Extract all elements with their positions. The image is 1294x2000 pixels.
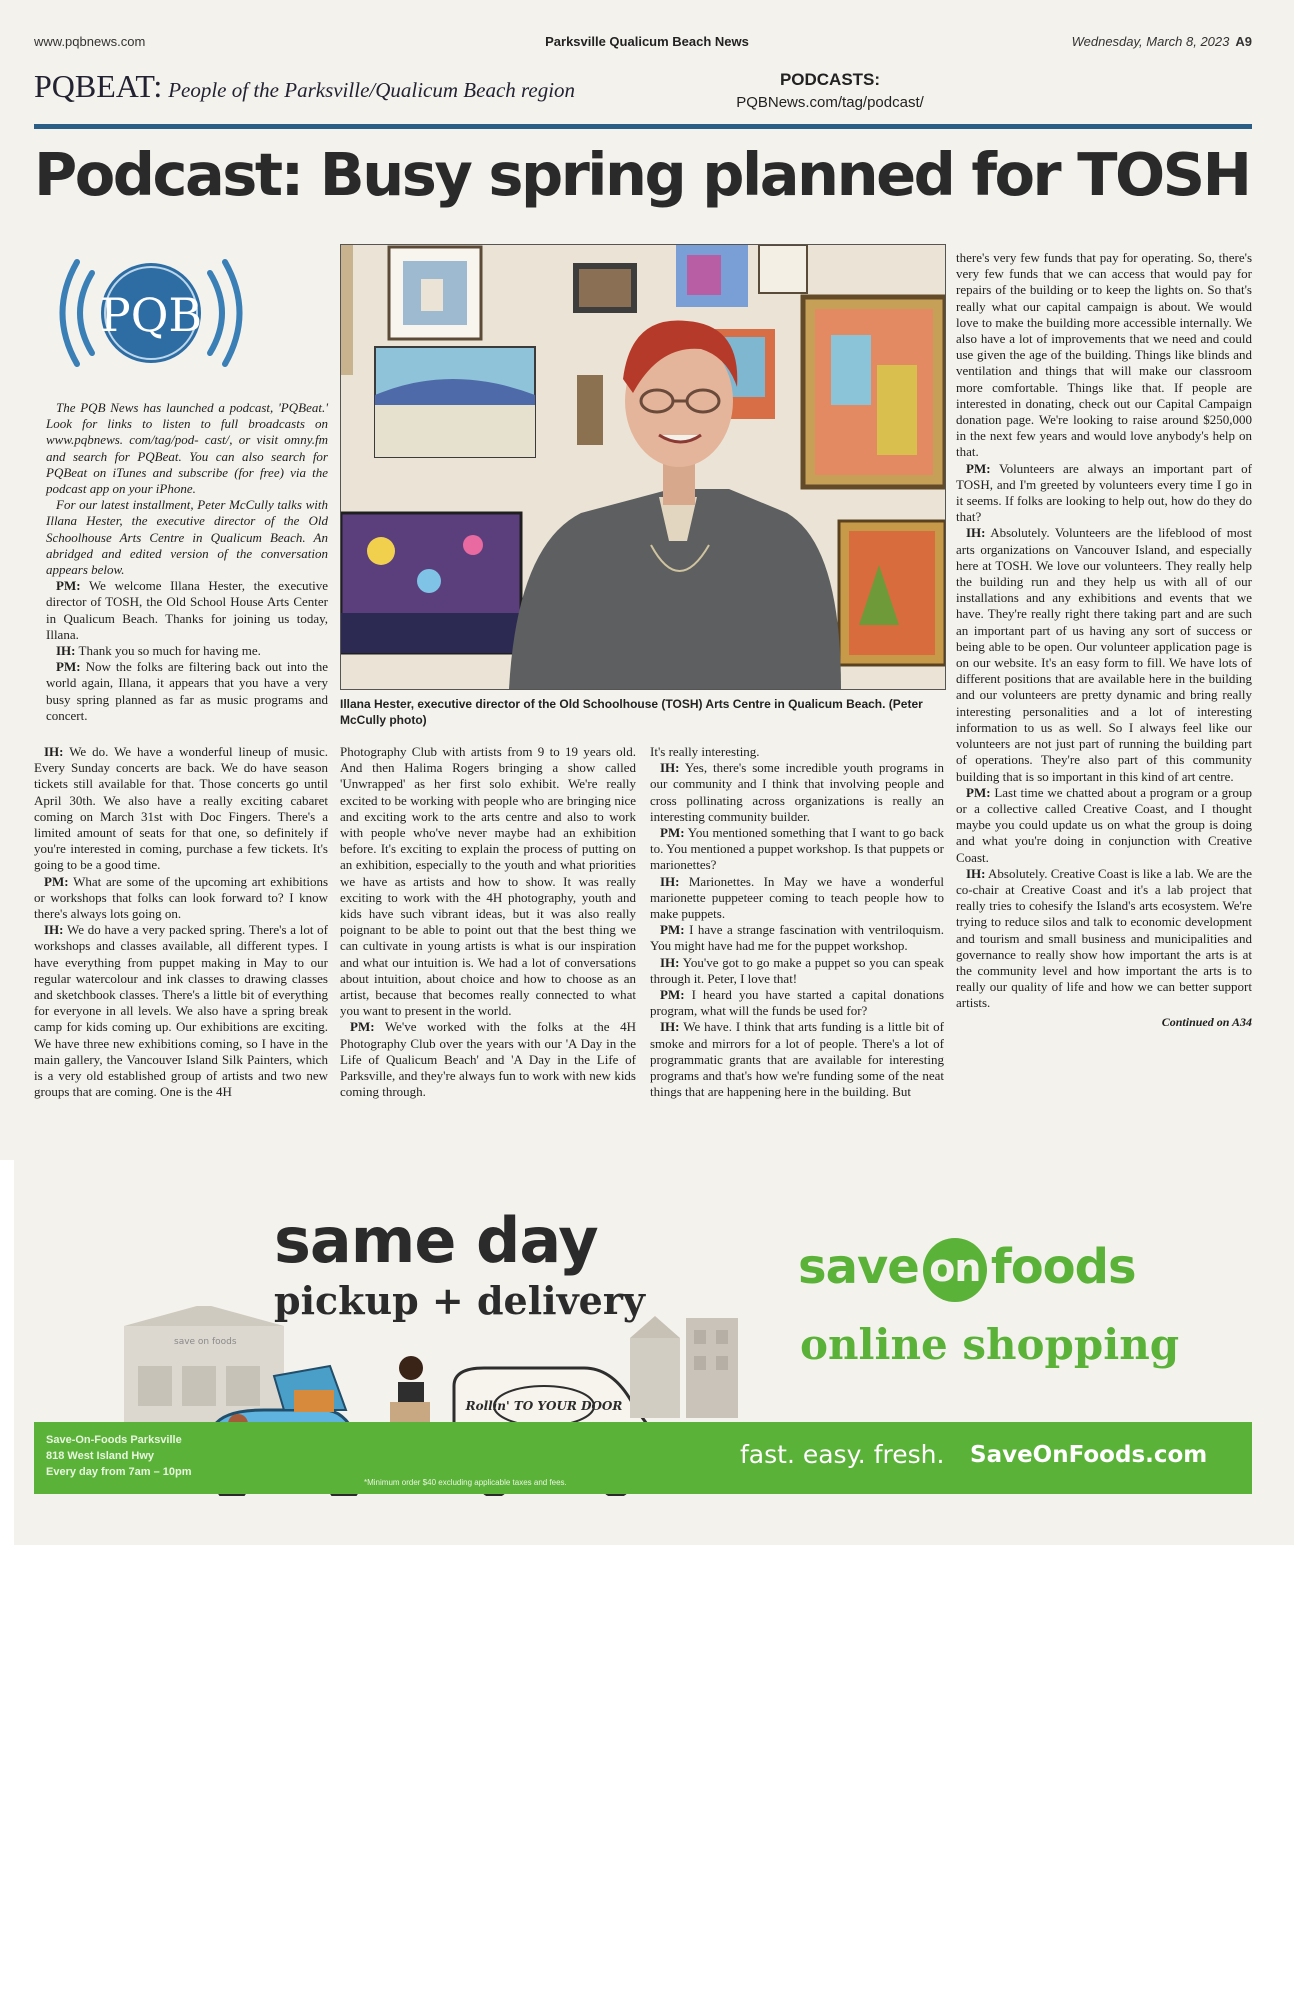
qa-paragraph [340,1019,636,1100]
paragraph-text: We've worked with the folks at the 4H Photography Club over the years with our 'A Day in the Life of Qualicum Beach' and 'A Day in the Life of Parksville, and they're always fun to work with new kids coming through. [340,1019,637,1100]
section-rule [34,124,1252,129]
qa-paragraph [650,955,944,987]
paragraph-text: We do. We have a wonderful lineup of music. Every Sunday concerts are back. We do have season tickets still available for that. Those concerts go until April 30th. We also have a really exciting cabaret coming on March 31st with Doc Fingers. There's a limited amount of seats for that one, so definitely if you're interested in coming, purchase a few tickets. It's going to be a good time. [34,744,328,873]
header-date: Wednesday, March 8, 2023 [1071,34,1230,49]
article-column-1-bottom [34,744,328,1100]
ad-title: same day [274,1204,598,1277]
section-tagline: People of the Parksville/Qualicum Beach region [168,78,576,102]
speaker-label: PM: [56,659,81,675]
qa-paragraph [46,643,328,659]
qa-paragraph [650,825,944,874]
save-on-foods-ad [34,1196,1252,1508]
paragraph-text: I have a strange fascination with ventriloquism. You might have had me for the puppet workshop. [650,922,945,954]
qa-paragraph [956,785,1252,866]
speaker-label: PM: [350,1019,375,1035]
qa-paragraph [650,744,944,760]
qa-paragraph [340,744,636,1019]
paragraph-text: We welcome Illana Hester, the executive director of TOSH, the Old School House Arts Center in Qualicum Beach. Thanks for joining us today, Illana. [46,578,329,642]
paragraph-text: Now the folks are filtering back out into the world again, Illana, it appears that you have a very busy spring planned as far as music programs and concert. [46,659,328,723]
speaker-label: IH: [660,873,680,889]
article-column-3 [650,744,944,1100]
paragraph-text: What are some of the upcoming art exhibitions or workshops that folks can look forward to? I know there's always lots going on. [34,873,329,922]
speaker-label: IH: [660,1019,680,1035]
qa-paragraph [956,525,1252,784]
podcasts-url: PQBNews.com/tag/podcast/ [736,94,924,111]
qa-paragraph [46,578,328,643]
logo-text: PQB [99,288,203,342]
speaker-label: IH: [660,954,680,970]
podcasts-box [680,70,980,111]
intro-paragraph: The PQB News has launched a podcast, 'PQBeat.' Look for links to listen to full broadcasts on www.pqbnews. com/tag/pod- cast/, or visit omny.fm and search for PQBeat. You can also search for PQBeat on iTunes and subscribe (for free) via the podcast app on your iPhone. [46,400,328,497]
qa-paragraph [34,744,328,874]
section-name: PQBEAT: [34,68,163,104]
speaker-label: PM: [966,460,991,476]
paragraph-text: Volunteers are always an important part of TOSH, and I'm greeted by volunteers every time I go in it seems. If folks are looking to help out, how do they do that? [956,460,1252,525]
paragraph-text: Photography Club with artists from 9 to 19 years old. And then Halima Rogers bringing a show called 'Unwrapped' as her first solo exhibit. We're really excited to be working with people who are bringing nice and exciting work to the arts centre and also to work with people who've never maybe had an exhibition before. It's exciting to explain the process of putting on an exhibition, especially to the youth and what priorities we have as artists and how to show. It was really exciting to work with the 4H photography, youth and kids have such vibrant ideas, but it was also really poignant to be able to point out that the best thing we can cultivate in young artists is what is our inspiration and what our intuition is. We had a lot of conversations about intuition, about choice and how to choose as an artist, because that becomes really connected to what you want to present in the world. [340,744,636,1019]
qa-paragraph [650,760,944,825]
speaker-label: PM: [660,825,685,841]
torn-edge [0,1160,14,1545]
speaker-label: PM: [660,922,685,938]
qa-paragraph [956,250,1252,461]
ad-subtitle: pickup + delivery [274,1278,645,1323]
paragraph-text: We do have a very packed spring. There's a lot of workshops and classes available, all different types. I have everything from puppet making in May to our regular watercolour and ink classes to drawing classes and sketchbook classes. There's a little bit of everything for everyone in all levels. We also have a spring break camp for kids coming up. Our exhibitions are exciting. We have three new exhibitions coming, so I have in the main gallery, the Vancouver Island Silk Painters, which is a very old established group of artists and two new groups that are coming. One is the 4H [34,922,328,1100]
ad-slogan: fast. easy. fresh. [740,1440,945,1469]
paragraph-text: We have. I think that arts funding is a little bit of smoke and mirrors for a lot of people. There's a lot of programmatic grants that are available for interesting programs and that's how we're funding some of the neat things that are happening here in the building. But [650,1019,945,1100]
logo-save: save [798,1239,919,1295]
qa-paragraph [956,461,1252,526]
article-photo [340,244,946,690]
logo-on-circle: on [923,1238,987,1302]
qa-paragraph [650,987,944,1019]
ad-fine-print: *Minimum order $40 excluding applicable taxes and fees. [364,1478,567,1487]
photo-caption: Illana Hester, executive director of the Old Schoolhouse (TOSH) Arts Centre in Qualicum Beach. (Peter McCully photo) [340,697,923,727]
article-column-2 [340,744,636,1100]
paragraph-text: Last time we chatted about a program or a group or a collective called Creative Coast, and I thought maybe you could update us on what the group is doing and what you're doing in conjunction with Creative Coast. [956,784,1252,865]
store-hours: Every day from 7am – 10pm [46,1466,192,1478]
qa-paragraph [956,866,1252,1012]
ad-online-shopping: online shopping [800,1320,1180,1369]
intro-paragraph: For our latest installment, Peter McCully talks with Illana Hester, the executive director of the Old Schoolhouse Arts Centre in Qualicum Beach. An abridged and edited version of the conversation appears below. [46,497,328,578]
pqb-podcast-logo [46,248,256,378]
speaker-label: IH: [44,922,64,938]
store-info [46,1432,192,1480]
speaker-label: PM: [56,578,81,594]
speaker-label: IH: [44,744,64,759]
qa-paragraph [650,1019,944,1100]
store-address: 818 West Island Hwy [46,1450,155,1462]
podcasts-label: PODCASTS: [779,70,881,89]
paragraph-text: It's really interesting. [650,744,760,759]
qa-paragraph [34,874,328,923]
speaker-label: PM: [660,987,685,1003]
qa-paragraph [650,922,944,954]
paragraph-text: Yes, there's some incredible youth programs in our community and I think that involving people and cross pollinating across organizations is really an interesting community builder. [650,760,944,824]
qa-paragraph [650,874,944,923]
section-banner [34,68,575,105]
paragraph-text: Absolutely. Volunteers are the lifeblood of most arts organizations on Vancouver Island, and especially here at TOSH. We love our volunteers. They really help the building run and they help us with all of our installations and any exhibitions and events that we have. They're really right there taking part and are such an important part of us having any sort of success or being able to be open. Our volunteer application page is on our website. It's an easy form to fill. We have lots of different positions that are available here in the building and our volunteers are pretty dynamic and bring really interesting personalities and a lot of interesting information to us as well. So I always feel like our volunteers are not just part of running the building part of operations. They're also part of this community building that is so important in this kind of art centre. [956,525,1252,784]
paragraph-text: You mentioned something that I want to go back to. You mentioned a puppet workshop. Is that puppets or marionettes? [650,825,944,873]
paragraph-text: Absolutely. Creative Coast is like a lab. We are the co-chair at Creative Coast and it's a lab project that really tries to cohesify the Island's arts ecosystem. We're trying to reduce silos and talk to economic development and tourism and small business and municipalities and governance to really show how important the arts is at the community level and how important the arts is to really our quality of life and how we can better support artists. [956,865,1252,1011]
paragraph-text: there's very few funds that pay for operating. So, there's very few funds that we can access that would pay for repairs of the building or to keep the lights on. So that's really what our capital campaign is about. We would love to make the building more accessible internally. We also have a lot of improvements that we need and could use given the age of the building. Things like blinds and ventilation and things that will make our classroom more comfortable. Things like that. If people are interested in donating, check out our Capital Campaign donation page. We're looking to raise around $250,000 in the next few years and would love anybody's help on that. [956,250,1252,460]
paragraph-text: Marionettes. In May we have a wonderful marionette puppeteer coming to teach people how to make puppets. [650,873,944,922]
ad-url: SaveOnFoods.com [970,1442,1208,1468]
speaker-label: IH: [56,643,76,659]
speaker-label: IH: [966,525,986,541]
photo-illustration [341,245,945,689]
save-on-foods-logo [798,1238,1136,1302]
article-column-1-top [46,400,328,724]
header-page-number: A9 [1235,34,1252,49]
building-sign: save on foods [174,1337,237,1347]
paragraph-text: I heard you have started a capital donations program, what will the funds be used for? [650,987,945,1019]
store-name: Save-On-Foods Parksville [46,1434,182,1446]
header-date-page [1072,34,1252,49]
qa-paragraph [34,922,328,1100]
logo-foods: foods [990,1239,1136,1295]
ad-buildings-illustration [624,1308,744,1418]
speaker-label: PM: [966,784,991,800]
ad-green-band [34,1422,1252,1494]
paragraph-text: You've got to go make a puppet so you can speak through it. Peter, I love that! [650,954,944,986]
van-text: Rollin' TO YOUR DOOR [465,1399,623,1413]
article-column-4 [956,250,1252,1030]
speaker-label: IH: [660,760,680,776]
speaker-label: PM: [44,873,69,889]
continued-note: Continued on A34 [1161,1014,1252,1029]
qa-paragraph [46,659,328,724]
paragraph-text: Thank you so much for having me. [78,643,261,659]
header-website: www.pqbnews.com [34,34,146,49]
header-publication: Parksville Qualicum Beach News [545,34,749,49]
speaker-label: IH: [966,865,986,881]
article-headline: Podcast: Busy spring planned for TOSH [34,140,1250,209]
